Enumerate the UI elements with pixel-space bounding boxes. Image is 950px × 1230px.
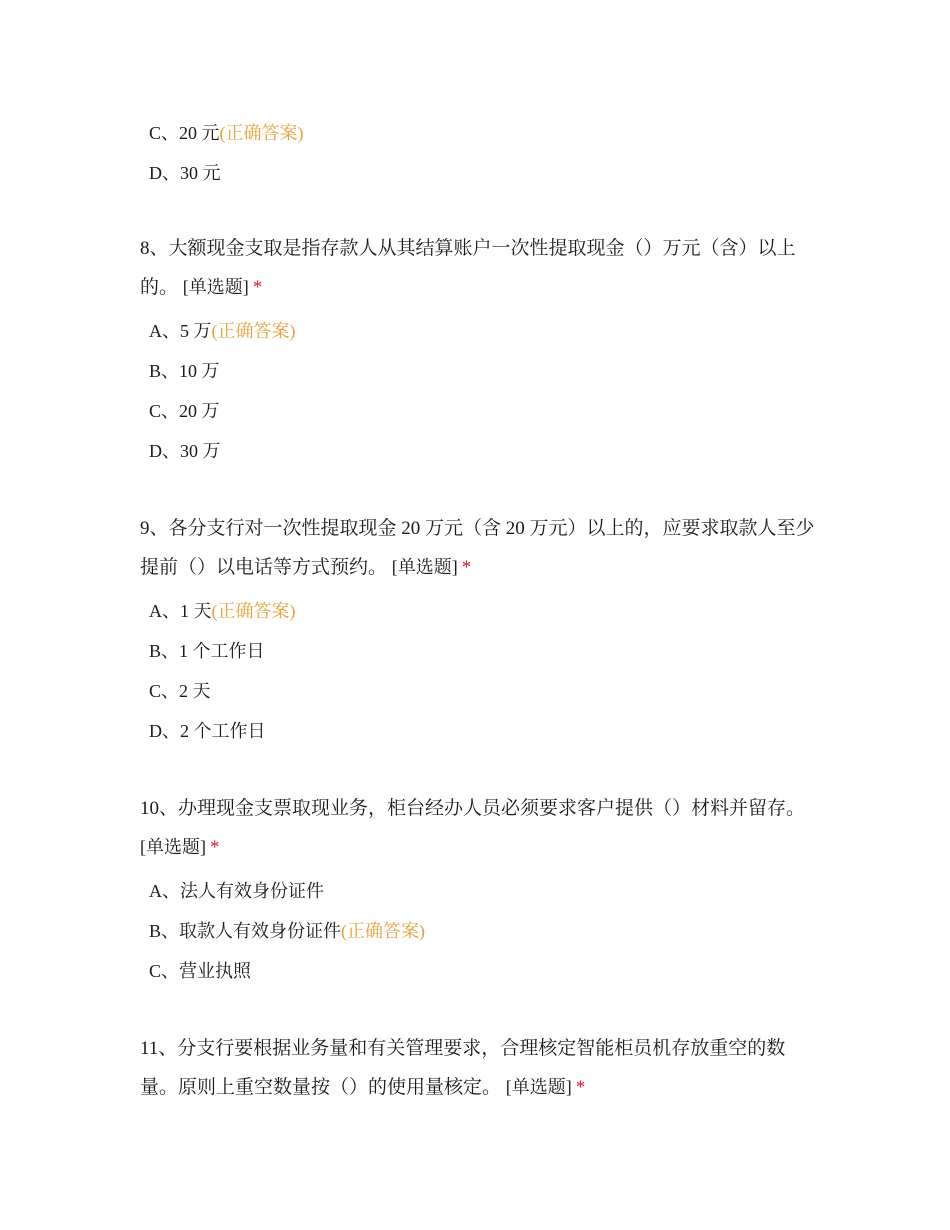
option-item <box>149 631 820 671</box>
question-stem <box>140 510 820 587</box>
question-9 <box>140 510 820 751</box>
option-text: C、2 天 <box>149 681 211 701</box>
required-mark: * <box>461 557 472 578</box>
option-item <box>149 671 820 711</box>
question-type-tag: [单选题] <box>505 1077 572 1097</box>
question-8-options <box>140 311 820 471</box>
option-item <box>149 351 820 391</box>
correct-answer-mark: (正确答案) <box>211 321 296 341</box>
option-item <box>149 113 820 153</box>
question-stem <box>140 1030 820 1107</box>
question-7-options <box>140 113 820 193</box>
correct-answer-mark: (正确答案) <box>211 601 296 621</box>
question-type-tag: [单选题] <box>182 277 249 297</box>
question-text: 8、大额现金支取是指存款人从其结算账户一次性提取现金（）万元（含）以上的。 <box>140 238 796 298</box>
option-text: B、取款人有效身份证件 <box>149 921 342 941</box>
question-10-options <box>140 871 820 991</box>
option-text: B、10 万 <box>149 361 220 381</box>
question-10 <box>140 790 820 991</box>
option-item <box>149 431 820 471</box>
question-type-tag: [单选题] <box>391 557 458 577</box>
required-mark: * <box>575 1077 586 1098</box>
question-type-tag: [单选题] <box>140 837 206 857</box>
question-11 <box>140 1030 820 1107</box>
option-item <box>149 591 820 631</box>
option-item <box>149 153 820 193</box>
option-text: C、营业执照 <box>149 961 252 981</box>
option-item <box>149 711 820 751</box>
option-item <box>149 311 820 351</box>
option-item <box>149 391 820 431</box>
option-text: A、1 天 <box>149 601 212 621</box>
option-text: A、5 万 <box>149 321 212 341</box>
question-7 <box>140 113 820 193</box>
option-text: C、20 元 <box>149 123 220 143</box>
required-mark: * <box>252 277 263 298</box>
question-stem <box>140 230 820 307</box>
question-text: 9、各分支行对一次性提取现金 20 万元（含 20 万元）以上的，应要求取款人至少提前（）以电话等方式预约。 <box>140 518 815 578</box>
question-9-options <box>140 591 820 751</box>
option-text: D、2 个工作日 <box>149 721 266 741</box>
correct-answer-mark: (正确答案) <box>341 921 426 941</box>
required-mark: * <box>210 837 220 858</box>
option-item <box>149 951 820 991</box>
option-text: D、30 万 <box>149 441 221 461</box>
option-text: C、20 万 <box>149 401 220 421</box>
option-item <box>149 871 820 911</box>
correct-answer-mark: (正确答案) <box>219 123 304 143</box>
option-text: B、1 个工作日 <box>149 641 265 661</box>
option-item <box>149 911 820 951</box>
option-text: D、30 元 <box>149 163 221 183</box>
question-8 <box>140 230 820 471</box>
question-text: 10、办理现金支票取现业务，柜台经办人员必须要求客户提供（）材料并留存。 <box>140 798 806 819</box>
question-text: 11、分支行要根据业务量和有关管理要求，合理核定智能柜员机存放重空的数量。原则上重空数量按（）的使用量核定。 <box>140 1038 786 1098</box>
option-text: A、法人有效身份证件 <box>149 881 324 901</box>
question-stem <box>140 790 820 867</box>
